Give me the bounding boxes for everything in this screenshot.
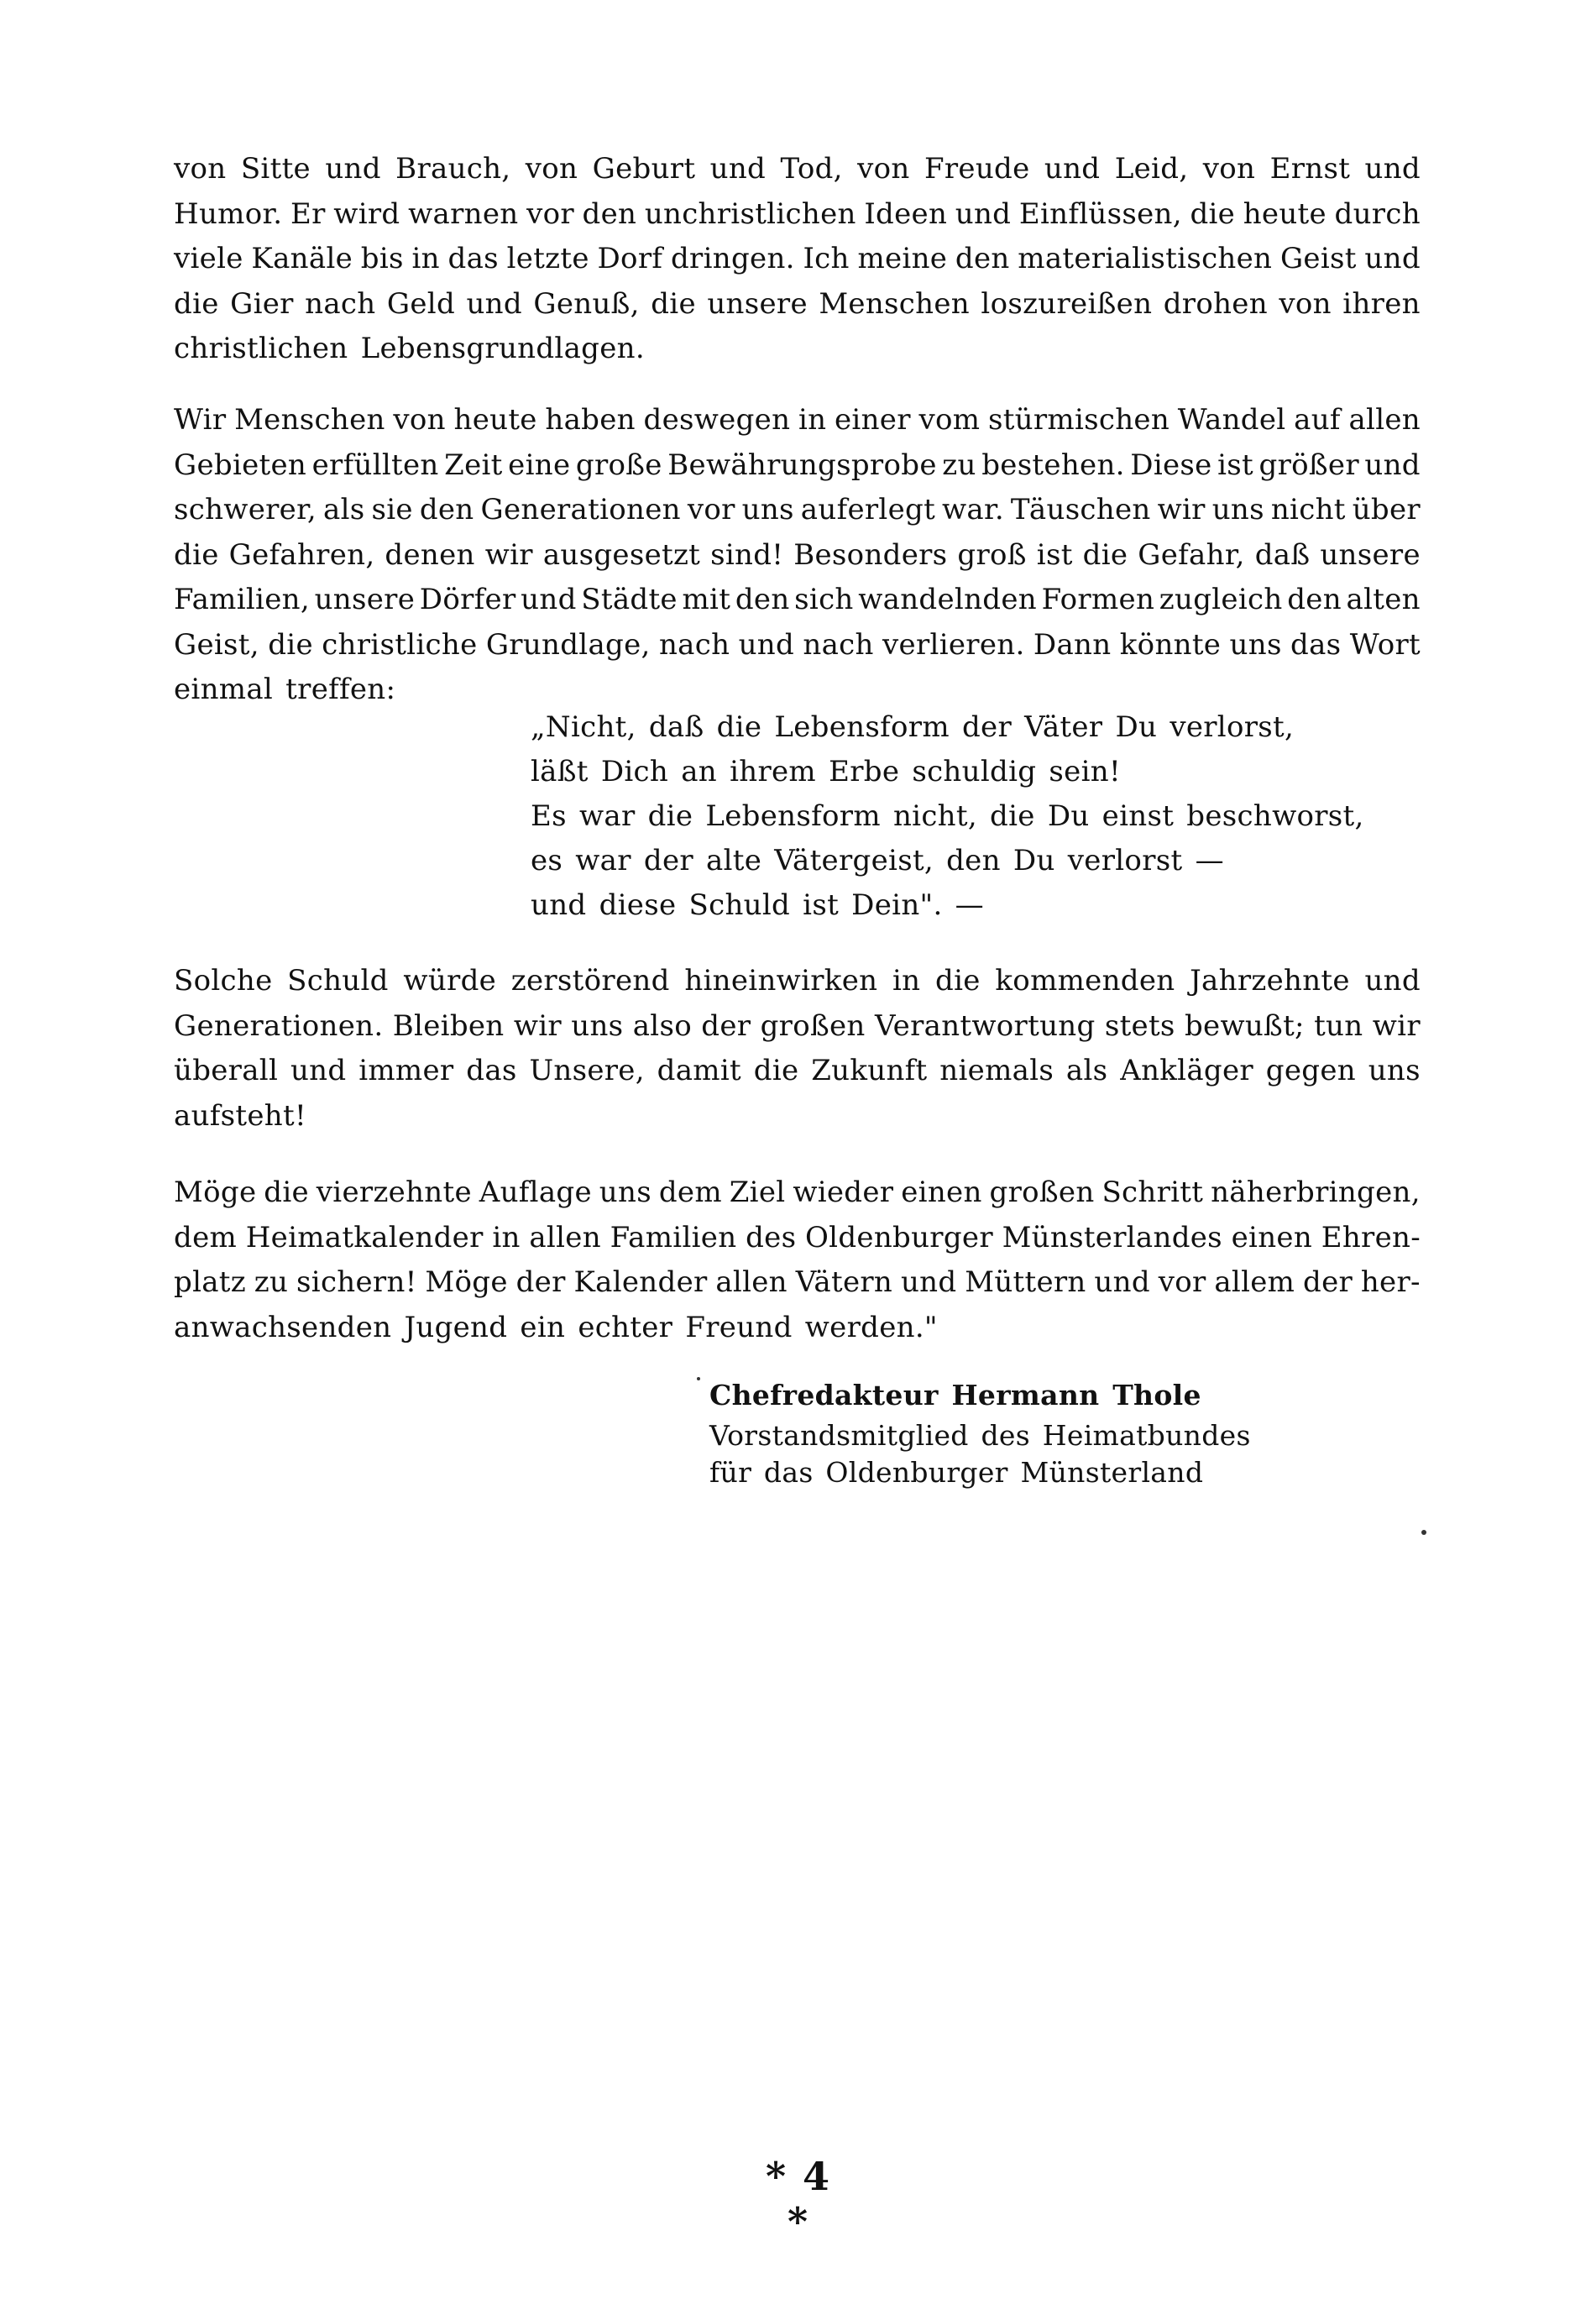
text-line: dem Heimatkalender in allen Familien des Oldenburger Münsterlandes einen Ehren- (174, 1220, 1421, 1254)
verse-line: Es war die Lebensform nicht, die Du einst beschworst, (531, 799, 1364, 833)
verse-quote (531, 705, 1364, 928)
signature-role-line: Vorstandsmitglied des Heimatbundes (709, 1419, 1251, 1452)
paragraph-1 (174, 147, 1421, 372)
text-line: Gebieten erfüllten Zeit eine große Bewährungsprobe zu bestehen. Diese ist größer und (174, 448, 1421, 482)
signature-role-line: für das Oldenburger Münsterland (709, 1456, 1204, 1489)
text-line: viele Kanäle bis in das letzte Dorf dringen. Ich meine den materialistischen Geist und (174, 242, 1421, 275)
verse-line: „Nicht, daß die Lebensform der Väter Du verlorst, (531, 710, 1295, 744)
ink-speck (697, 1377, 700, 1380)
text-line-last: einmal treffen: (174, 673, 396, 706)
text-line-last: christlichen Lebensgrundlagen. (174, 332, 645, 365)
text-line: Generationen. Bleiben wir uns also der großen Verantwortung stets bewußt; tun wir (174, 1008, 1421, 1043)
signature-block (709, 1377, 1251, 1491)
text-line: platz zu sichern! Möge der Kalender allen Vätern und Müttern und vor allem der her- (174, 1265, 1421, 1299)
text-line: von Sitte und Brauch, von Geburt und Tod, von Freude und Leid, von Ernst und (174, 152, 1421, 186)
verse-line: es war der alte Vätergeist, den Du verlorst — (531, 844, 1224, 877)
text-line: Möge die vierzehnte Auflage uns dem Ziel wieder einen großen Schritt näherbringen, (174, 1176, 1421, 1209)
text-line-last: anwachsenden Jugend ein echter Freund werden." (174, 1310, 938, 1344)
text-line: Solche Schuld würde zerstörend hineinwirken in die kommenden Jahrzehnte und (174, 964, 1421, 998)
text-line: überall und immer das Unsere, damit die Zukunft niemals als Ankläger gegen uns (174, 1054, 1421, 1087)
ink-speck (1421, 1530, 1426, 1535)
text-line: Geist, die christliche Grundlage, nach und nach verlieren. Dann könnte uns das Wort (174, 627, 1421, 662)
signature-name: Chefredakteur Hermann Thole (709, 1379, 1201, 1411)
paragraph-3 (174, 959, 1421, 1139)
text-line: Familien, unsere Dörfer und Städte mit den sich wandelnden Formen zugleich den alten (174, 583, 1421, 616)
verse-line: und diese Schuld ist Dein". — (531, 888, 984, 922)
page-number: * 4 * (765, 2154, 832, 2244)
text-line-last: aufsteht! (174, 1098, 306, 1133)
text-line: Wir Menschen von heute haben deswegen in einer vom stürmischen Wandel auf allen (174, 403, 1421, 437)
text-line: die Gefahren, denen wir ausgesetzt sind! Besonders groß ist die Gefahr, daß unsere (174, 537, 1421, 572)
text-line: schwerer, als sie den Generationen vor uns auferlegt war. Täuschen wir uns nicht über (174, 493, 1421, 526)
text-line: die Gier nach Geld und Genuß, die unsere Menschen loszureißen drohen von ihren (174, 286, 1421, 321)
text-line: Humor. Er wird warnen vor den unchristlichen Ideen und Einflüssen, die heute durch (174, 196, 1421, 231)
paragraph-4 (174, 1170, 1421, 1350)
paragraph-2 (174, 398, 1421, 713)
verse-line: läßt Dich an ihrem Erbe schuldig sein! (531, 755, 1121, 788)
